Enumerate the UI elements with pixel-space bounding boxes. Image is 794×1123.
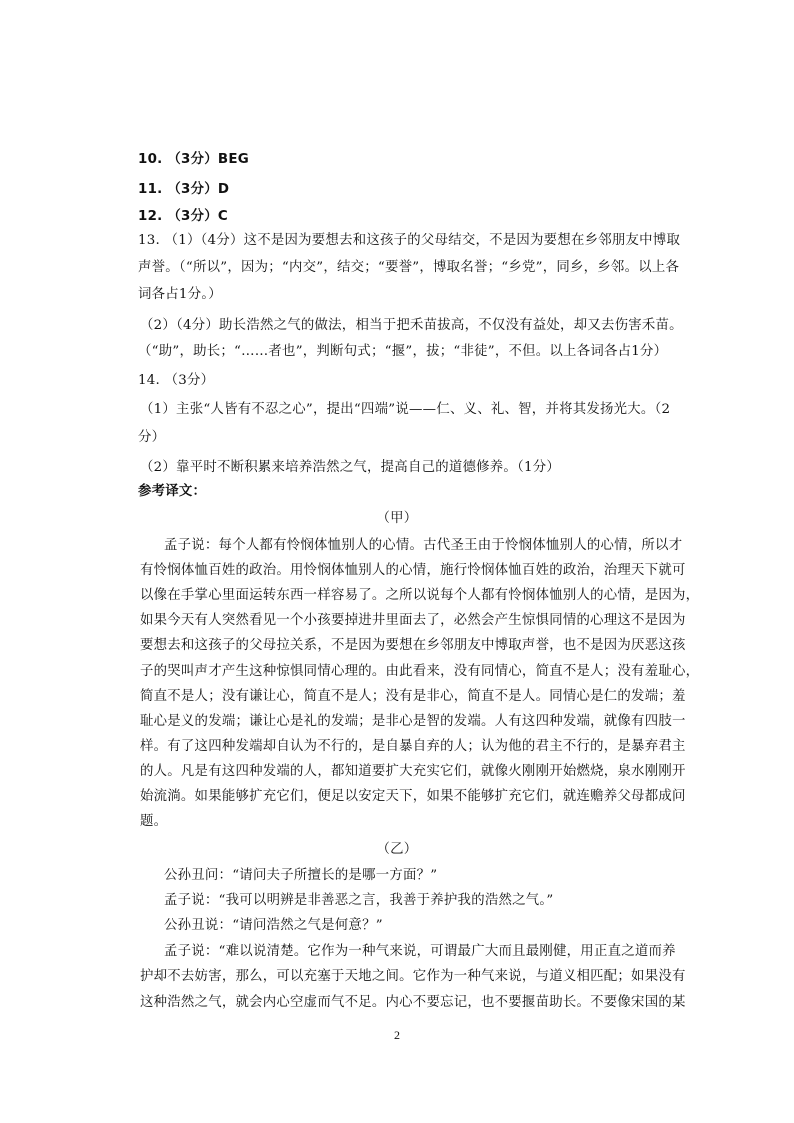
translation-heading: 参考译文： <box>138 484 207 499</box>
jia-line: 有怜悯体恤百姓的政治。用怜悯体恤别人的心情，施行怜悯体恤百姓的政治，治理天下就可 <box>140 563 686 578</box>
answer-q11: 11. （3分）D <box>138 182 230 197</box>
jia-line: 的人。凡是有这四种发端的人，都知道要扩大充实它们，就像火刚刚开始燃烧，泉水刚刚开 <box>140 764 686 779</box>
answer-q14-2: （2）靠平时不断积累来培养浩然之气，提高自己的道德修养。（1分） <box>140 460 561 475</box>
page-number: 2 <box>394 1028 400 1042</box>
yi-line: 这种浩然之气，就会内心空虚而气不足。内心不要忘记，也不要揠苗助长。不要像宋国的某 <box>140 995 686 1010</box>
jia-line: 以像在手掌心里面运转东西一样容易了。之所以说每个人都有怜悯体恤别人的心情，是因为， <box>140 588 700 603</box>
answer-q13-2-line2: （“助”，助长；“……者也”，判断句式；“揠”，拔；“非徒”，不但。以上各词各占1分） <box>138 344 668 359</box>
translation-yi-title: （乙） <box>376 842 418 857</box>
yi-line: 孟子说：“难以说清楚。它作为一种气来说，可谓最广大而且最刚健，用正直之道而养 <box>164 944 676 959</box>
jia-line: 题。 <box>140 814 168 829</box>
translation-jia-title: （甲） <box>376 511 418 526</box>
jia-line: 如果今天有人突然看见一个小孩要掉进井里面去了，必然会产生惊惧同情的心理这不是因为 <box>140 613 686 628</box>
yi-line: 护却不去妨害，那么，可以充塞于天地之间。它作为一种气来说，与道义相匹配；如果没有 <box>140 969 686 984</box>
answer-q13-1-line3: 词各占1分。） <box>138 287 222 302</box>
yi-line: 公孙丑问：“请问夫子所擅长的是哪一方面？” <box>164 868 438 883</box>
jia-line: 样。有了这四种发端却自认为不行的，是自暴自弃的人；认为他的君主不行的，是暴弃君主 <box>140 739 686 754</box>
jia-line: 孟子说：每个人都有怜悯体恤别人的心情。古代圣王由于怜悯体恤别人的心情，所以才 <box>164 538 683 553</box>
answer-q14-1-line1: （1）主张“人皆有不忍之心”，提出“四端”说——仁、义、礼、智，并将其发扬光大。（2 <box>140 402 671 417</box>
answer-q12: 12. （3分）C <box>138 209 228 224</box>
answer-q13-2-line1: （2）（4分）助长浩然之气的做法，相当于把禾苗拔高，不仅没有益处，却又去伤害禾苗。 <box>140 318 683 333</box>
answer-q14-1-line2: 分） <box>138 430 166 445</box>
answer-q14: 14. （3分） <box>138 373 215 388</box>
yi-line: 公孙丑说：“请问浩然之气是何意？” <box>164 918 383 933</box>
answer-q13-1-line1: 13. （1）（4分）这不是因为要想去和这孩子的父母结交，不是因为要想在乡邻朋友中博取 <box>138 233 681 248</box>
jia-line: 耻心是义的发端；谦让心是礼的发端；是非心是智的发端。人有这四种发端，就像有四肢一 <box>140 714 686 729</box>
yi-line: 孟子说：“我可以明辨是非善恶之言，我善于养护我的浩然之气。” <box>164 893 554 908</box>
jia-line: 要想去和这孩子的父母拉关系，不是因为要想在乡邻朋友中博取声誉，也不是因为厌恶这孩 <box>140 638 686 653</box>
jia-line: 子的哭叫声才产生这种惊惧同情心理的。由此看来，没有同情心，简直不是人；没有羞耻心， <box>140 664 700 679</box>
jia-line: 始流淌。如果能够扩充它们，便足以安定天下，如果不能够扩充它们，就连赡养父母都成问 <box>140 789 686 804</box>
answer-q10: 10. （3分）BEG <box>138 152 249 167</box>
jia-line: 简直不是人；没有谦让心，简直不是人；没有是非心，简直不是人。同情心是仁的发端；羞 <box>140 689 686 704</box>
answer-q13-1-line2: 声誉。（“所以”，因为；“内交”，结交；“要誉”，博取名誉；“乡党”，同乡，乡邻。以上各 <box>138 260 680 275</box>
